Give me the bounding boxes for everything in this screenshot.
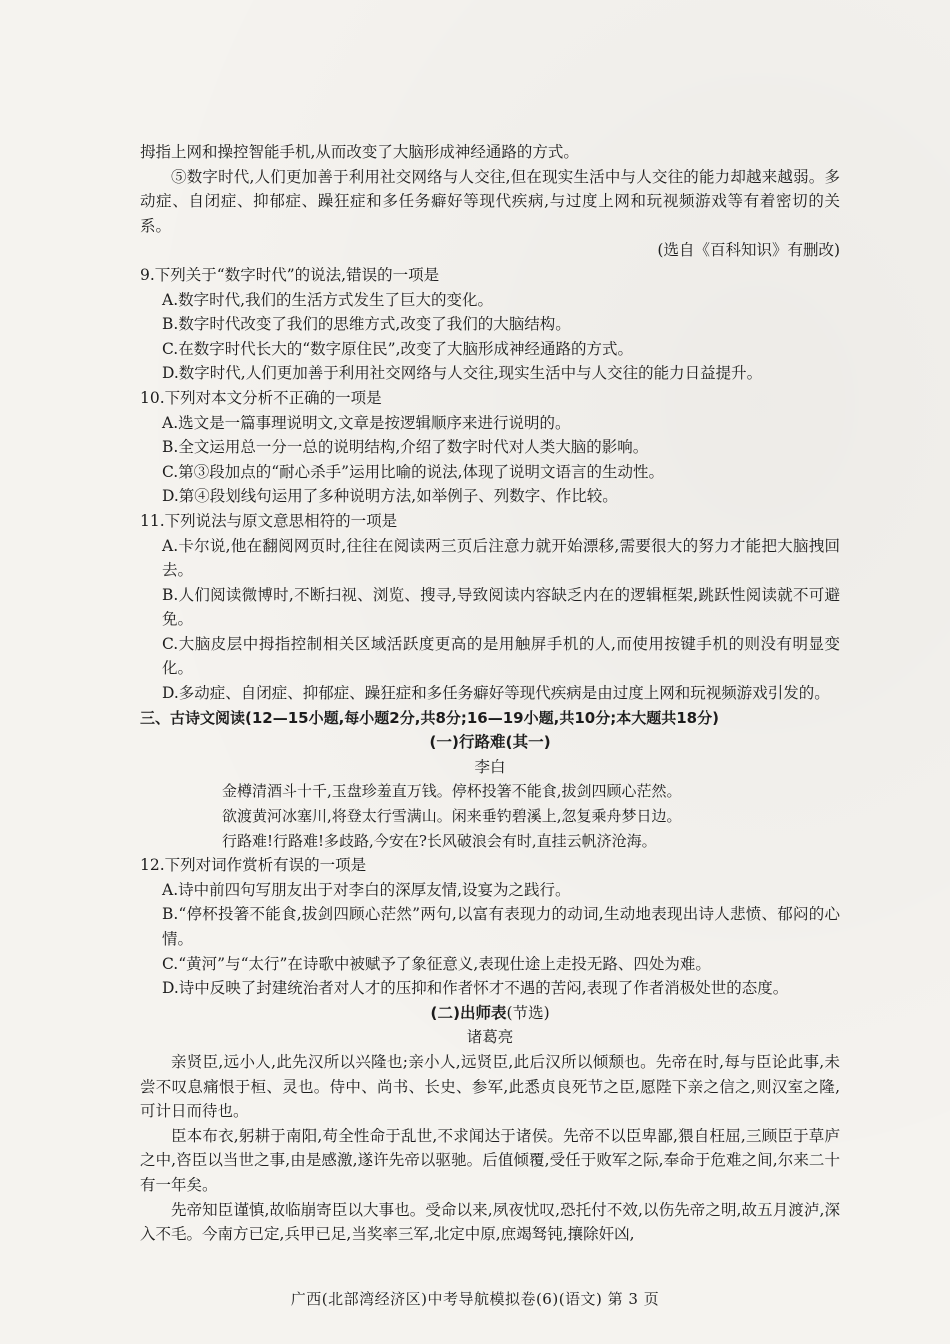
question-9-stem: 9.下列关于“数字时代”的说法,错误的一项是 — [140, 265, 440, 284]
prose-title-sub: (节选) — [506, 1003, 550, 1022]
section-3-heading: 三、古诗文阅读(12—15小题,每小题2分,共8分;16—19小题,共10分;本大题共18分) — [140, 708, 719, 727]
poem-author: 李白 — [474, 757, 506, 776]
question-9-option-b: B.数字时代改变了我们的思维方式,改变了我们的大脑结构。 — [162, 315, 571, 334]
passage-source: (选自《百科知识》有删改) — [657, 241, 840, 260]
question-10-option-c: C.第③段加点的“耐心杀手”运用比喻的说法,体现了说明文语言的生动性。 — [162, 462, 665, 481]
question-11-stem: 11.下列说法与原文意思相符的一项是 — [140, 511, 398, 530]
prose-paragraph: 臣本布衣,躬耕于南阳,苟全性命于乱世,不求闻达于诸侯。先帝不以臣卑鄙,猥自枉屈,三顾臣于草庐之中,咨臣以当世之事,由是感激,遂许先帝以驱驰。后值倾覆,受任于败军之际,奉命于危难之间,尔来二十有一年矣。 — [140, 1126, 840, 1194]
question-10-option-a: A.选文是一篇事理说明文,文章是按逻辑顺序来进行说明的。 — [162, 413, 571, 432]
question-11-option-c: C.大脑皮层中拇指控制相关区域活跃度更高的是用触屏手机的人,而使用按键手机的则没有明显变化。 — [162, 634, 840, 678]
page-footer: 广西(北部湾经济区)中考导航模拟卷(6)(语文) 第 3 页 — [290, 1290, 660, 1308]
prose-title-main: (二)出师表 — [430, 1003, 507, 1022]
question-12-option-d: D.诗中反映了封建统治者对人才的压抑和作者怀才不遇的苦闷,表现了作者消极处世的态度。 — [162, 979, 789, 998]
poem-line: 金樽清酒斗十千,玉盘珍羞直万钱。停杯投箸不能食,拔剑四顾心茫然。 — [222, 782, 682, 801]
question-12-stem: 12.下列对词作赏析有误的一项是 — [140, 856, 367, 875]
prose-title — [140, 1001, 840, 1026]
question-11-option-a: A.卡尔说,他在翻阅网页时,往往在阅读两三页后注意力就开始漂移,需要很大的努力才能把大脑拽回去。 — [162, 536, 840, 580]
question-12-option-a: A.诗中前四句写朋友出于对李白的深厚友情,设宴为之践行。 — [162, 880, 571, 899]
question-9-option-c: C.在数字时代长大的“数字原住民”,改变了大脑形成神经通路的方式。 — [162, 339, 634, 358]
poem-line: 行路难!行路难!多歧路,今安在?长风破浪会有时,直挂云帆济沧海。 — [222, 831, 657, 850]
passage-para5: ⑤数字时代,人们更加善于利用社交网络与人交往,但在现实生活中与人交往的能力却越来越弱。多动症、自闭症、抑郁症、躁狂症和多任务癖好等现代疾病,与过度上网和玩视频游戏等有着密切的关系。 — [140, 167, 840, 235]
prose-author: 诸葛亮 — [466, 1028, 514, 1047]
question-11-option-b: B.人们阅读微博时,不断扫视、浏览、搜寻,导致阅读内容缺乏内在的逻辑框架,跳跃性阅读就不可避免。 — [162, 585, 840, 629]
question-10-option-b: B.全文运用总一分一总的说明结构,介绍了数字时代对人类大脑的影响。 — [162, 438, 649, 457]
prose-paragraph: 先帝知臣谨慎,故临崩寄臣以大事也。受命以来,夙夜忧叹,恐托付不效,以伤先帝之明,故五月渡泸,深入不毛。今南方已定,兵甲已足,当奖率三军,北定中原,庶竭驽钝,攘除奸凶, — [140, 1200, 840, 1244]
poem-title: (一)行路难(其一) — [429, 733, 551, 752]
prose-paragraph: 亲贤臣,远小人,此先汉所以兴隆也;亲小人,远贤臣,此后汉所以倾颓也。先帝在时,每与臣论此事,未尝不叹息痛恨于桓、灵也。侍中、尚书、长史、参军,此悉贞良死节之臣,愿陛下亲之信之,则汉室之隆,可计日而待也。 — [140, 1052, 840, 1121]
question-12-option-c: C.“黄河”与“太行”在诗歌中被赋予了象征意义,表现仕途上走投无路、四处为难。 — [162, 954, 711, 973]
page-content — [140, 140, 840, 1247]
question-10-stem: 10.下列对本文分析不正确的一项是 — [140, 388, 382, 407]
question-10-option-d: D.第④段划线句运用了多种说明方法,如举例子、列数字、作比较。 — [162, 487, 618, 506]
question-12-option-b: B.“停杯投箸不能食,拔剑四顾心茫然”两句,以富有表现力的动词,生动地表现出诗人悲愤、郁闷的心情。 — [162, 905, 840, 948]
question-9-option-d: D.数字时代,人们更加善于利用社交网络与人交往,现实生活中与人交往的能力日益提升。 — [162, 364, 763, 383]
question-9-option-a: A.数字时代,我们的生活方式发生了巨大的变化。 — [162, 290, 494, 309]
passage-para4-end: 拇指上网和操控智能手机,从而改变了大脑形成神经通路的方式。 — [140, 143, 579, 161]
question-11-option-d: D.多动症、自闭症、抑郁症、躁狂症和多任务癖好等现代疾病是由过度上网和玩视频游戏引发的。 — [162, 684, 830, 703]
poem-line: 欲渡黄河冰塞川,将登太行雪满山。闲来垂钓碧溪上,忽复乘舟梦日边。 — [222, 807, 682, 826]
